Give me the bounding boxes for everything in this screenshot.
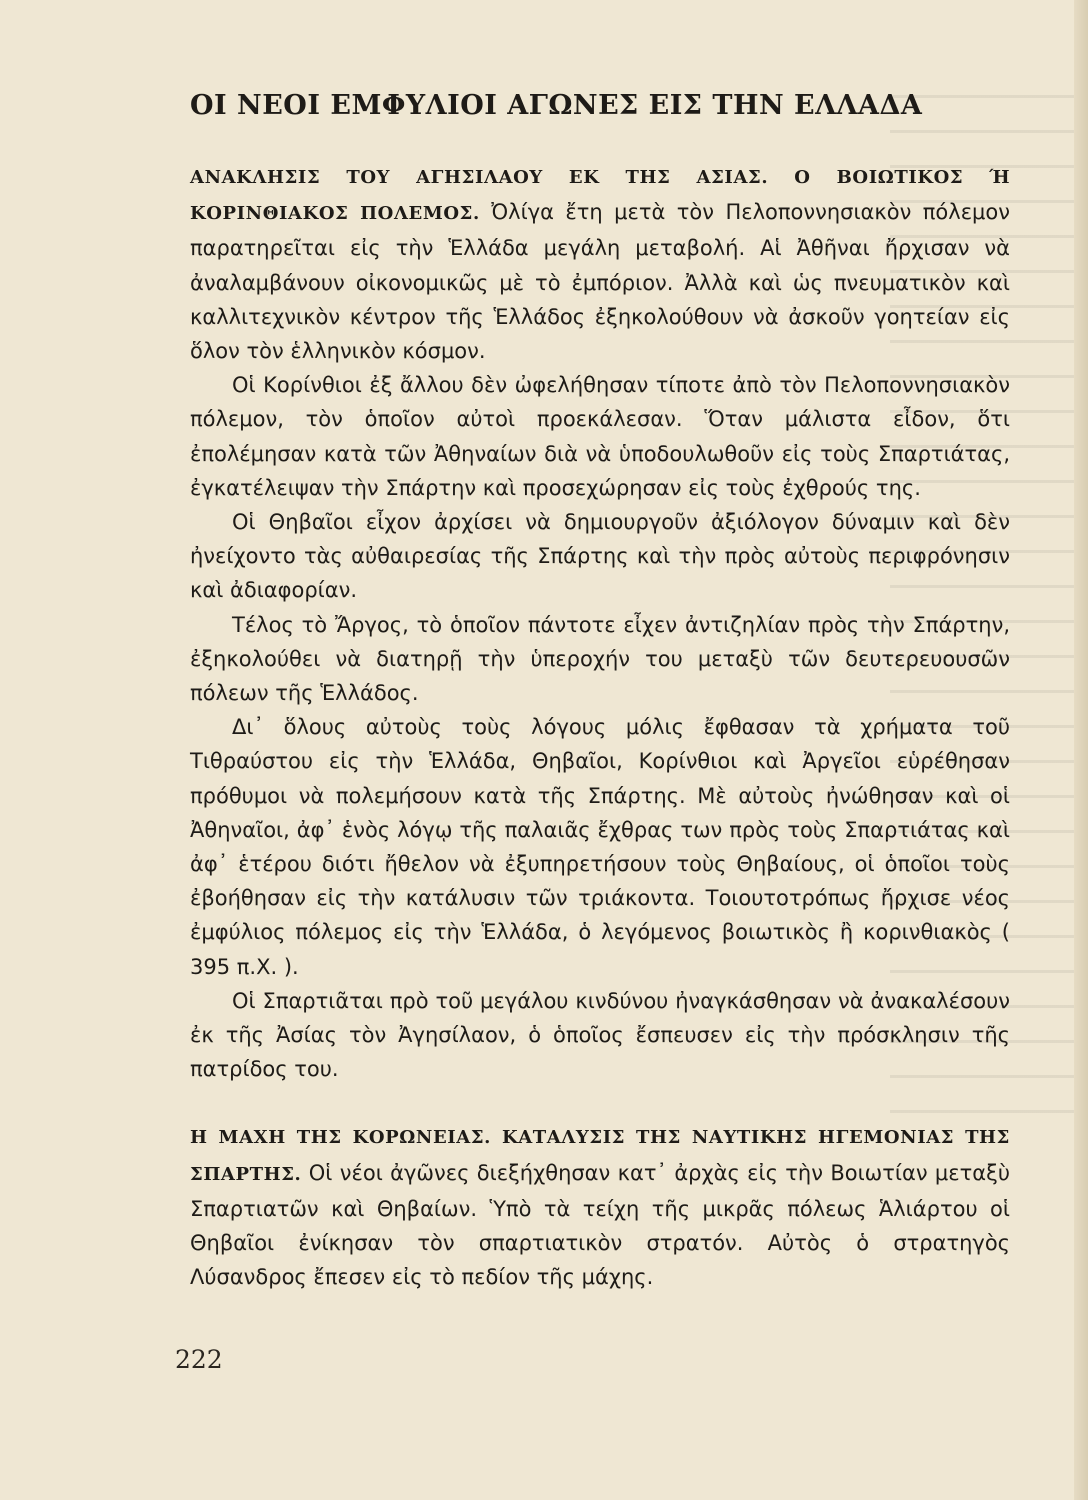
paragraph-corinthians: Οἱ Κορίνθιοι ἐξ ἄλλου δὲν ὠφελήθησαν τίποτε ἀπὸ τὸν Πελοποννησιακὸν πόλεμον, τὸν ὁποῖον αὐτοὶ προεκάλεσαν. Ὅταν μάλιστα εἶδον, ὅτι ἐπολέμησαν κατὰ τῶν Ἀθηναίων διὰ νὰ ὑποδουλωθοῦν εἰς τοὺς Σπαρτιάτας, ἐγκατέλειψαν τὴν Σπάρτην καὶ προσεχώρησαν εἰς τοὺς ἐχθρούς της.: [190, 373, 1010, 500]
section-2-heading: Η ΜΑΧΗ ΤΗΣ ΚΟΡΩΝΕΙΑΣ. ΚΑΤΑΛΥΣΙΣ ΤΗΣ ΝΑΥΤΙΚΗΣ ΗΓΕΜΟΝΙΑΣ ΤΗΣ ΣΠΑΡΤΗΣ.: [190, 1127, 1010, 1185]
section-1-first-paragraph: [190, 159, 1010, 368]
section-recall-of-agesilaus: [190, 159, 1010, 1086]
section-1-lead-text: Ὀλίγα ἔτη μετὰ τὸν Πελοποννησιακὸν πόλεμον παρατηρεῖται εἰς τὴν Ἑλλάδα μεγάλη μεταβολή. Αἱ Ἀθῆναι ἤρχισαν νὰ ἀναλαμβάνουν οἰκονομικῶς μὲ τὸ ἐμπόριον. Ἀλλὰ καὶ ὡς πνευματικὸν καὶ καλλιτεχνικὸν κέντρον τῆς Ἑλλάδος ἐξηκολούθουν νὰ ἀσκοῦν γοητείαν εἰς ὅλον τὸν ἑλληνικὸν κόσμον.: [190, 200, 1010, 364]
paragraph-spartans-recall: Οἱ Σπαρτιᾶται πρὸ τοῦ μεγάλου κινδύνου ἠναγκάσθησαν νὰ ἀνακαλέσουν ἐκ τῆς Ἀσίας τὸν Ἀγησίλαον, ὁ ὁποῖος ἔσπευσεν εἰς τὴν πρόσκλησιν τῆς πατρίδος του.: [190, 988, 1010, 1082]
paragraph-argos: Τέλος τὸ Ἄργος, τὸ ὁποῖον πάντοτε εἶχεν ἀντιζηλίαν πρὸς τὴν Σπάρτην, ἐξηκολούθει νὰ διατηρῇ τὴν ὑπεροχήν του μεταξὺ τῶν δευτερευουσῶν πόλεων τῆς Ἑλλάδος.: [190, 612, 1010, 706]
page-number: 222: [175, 1345, 223, 1374]
section-2-lead-text: Οἱ νέοι ἀγῶνες διεξήχθησαν κατ᾽ ἀρχὰς εἰς τὴν Βοιωτίαν μεταξὺ Σπαρτιατῶν καὶ Θηβαίων. Ὑπὸ τὰ τείχη τῆς μικρᾶς πόλεως Ἁλιάρτου οἱ Θηβαῖοι ἐνίκησαν τὸν σπαρτιατικὸν στρατόν. Αὐτὸς ὁ στρατηγὸς Λύσανδρος ἔπεσεν εἰς τὸ πεδίον τῆς μάχης.: [190, 1160, 1010, 1290]
paragraph-corinthian-war: Δι᾽ ὅλους αὐτοὺς τοὺς λόγους μόλις ἔφθασαν τὰ χρήματα τοῦ Τιθραύστου εἰς τὴν Ἑλλάδα, Θηβαῖοι, Κορίνθιοι καὶ Ἀργεῖοι εὑρέθησαν πρόθυμοι νὰ πολεμήσουν κατὰ τῆς Σπάρτης. Μὲ αὐτοὺς ἠνώθησαν καὶ οἱ Ἀθηναῖοι, ἀφ᾽ ἑνὸς λόγῳ τῆς παλαιᾶς ἔχθρας των πρὸς τοὺς Σπαρτιάτας καὶ ἀφ᾽ ἑτέρου διότι ἤθελον νὰ ἐξυπηρετήσουν τοὺς Θηβαίους, οἱ ὁποῖοι τοὺς ἐβοήθησαν εἰς τὴν κατάλυσιν τῶν τριάκοντα. Τοιουτοτρόπως ἤρχισε νέος ἐμφύλιος πόλεμος εἰς τὴν Ἑλλάδα, ὁ λεγόμενος βοιωτικὸς ἢ κορινθιακὸς ( 395 π.Χ. ).: [190, 715, 1010, 979]
page-edge: [1074, 0, 1088, 1500]
paragraph-thebans: Οἱ Θηβαῖοι εἶχον ἀρχίσει νὰ δημιουργοῦν ἀξιόλογον δύναμιν καὶ δὲν ἠνείχοντο τὰς αὐθαιρεσίας τῆς Σπάρτης καὶ τὴν πρὸς αὐτοὺς περιφρόνησιν καὶ ἀδιαφορίαν.: [190, 510, 1010, 603]
chapter-title: ΟΙ ΝΕΟΙ ΕΜΦΥΛΙΟΙ ΑΓΩΝΕΣ ΕΙΣ ΤΗΝ ΕΛΛΑΔΑ: [190, 90, 923, 121]
page-content: [190, 90, 1010, 1295]
section-battle-of-coronea: [190, 1119, 1010, 1294]
section-1-heading: ΑΝΑΚΛΗΣΙΣ ΤΟΥ ΑΓΗΣΙΛΑΟΥ ΕΚ ΤΗΣ ΑΣΙΑΣ. Ο ΒΟΙΩΤΙΚΟΣ Ή ΚΟΡΙΝΘΙΑΚΟΣ ΠΟΛΕΜΟΣ.: [190, 167, 1010, 225]
section-2-first-paragraph: [190, 1119, 1010, 1294]
